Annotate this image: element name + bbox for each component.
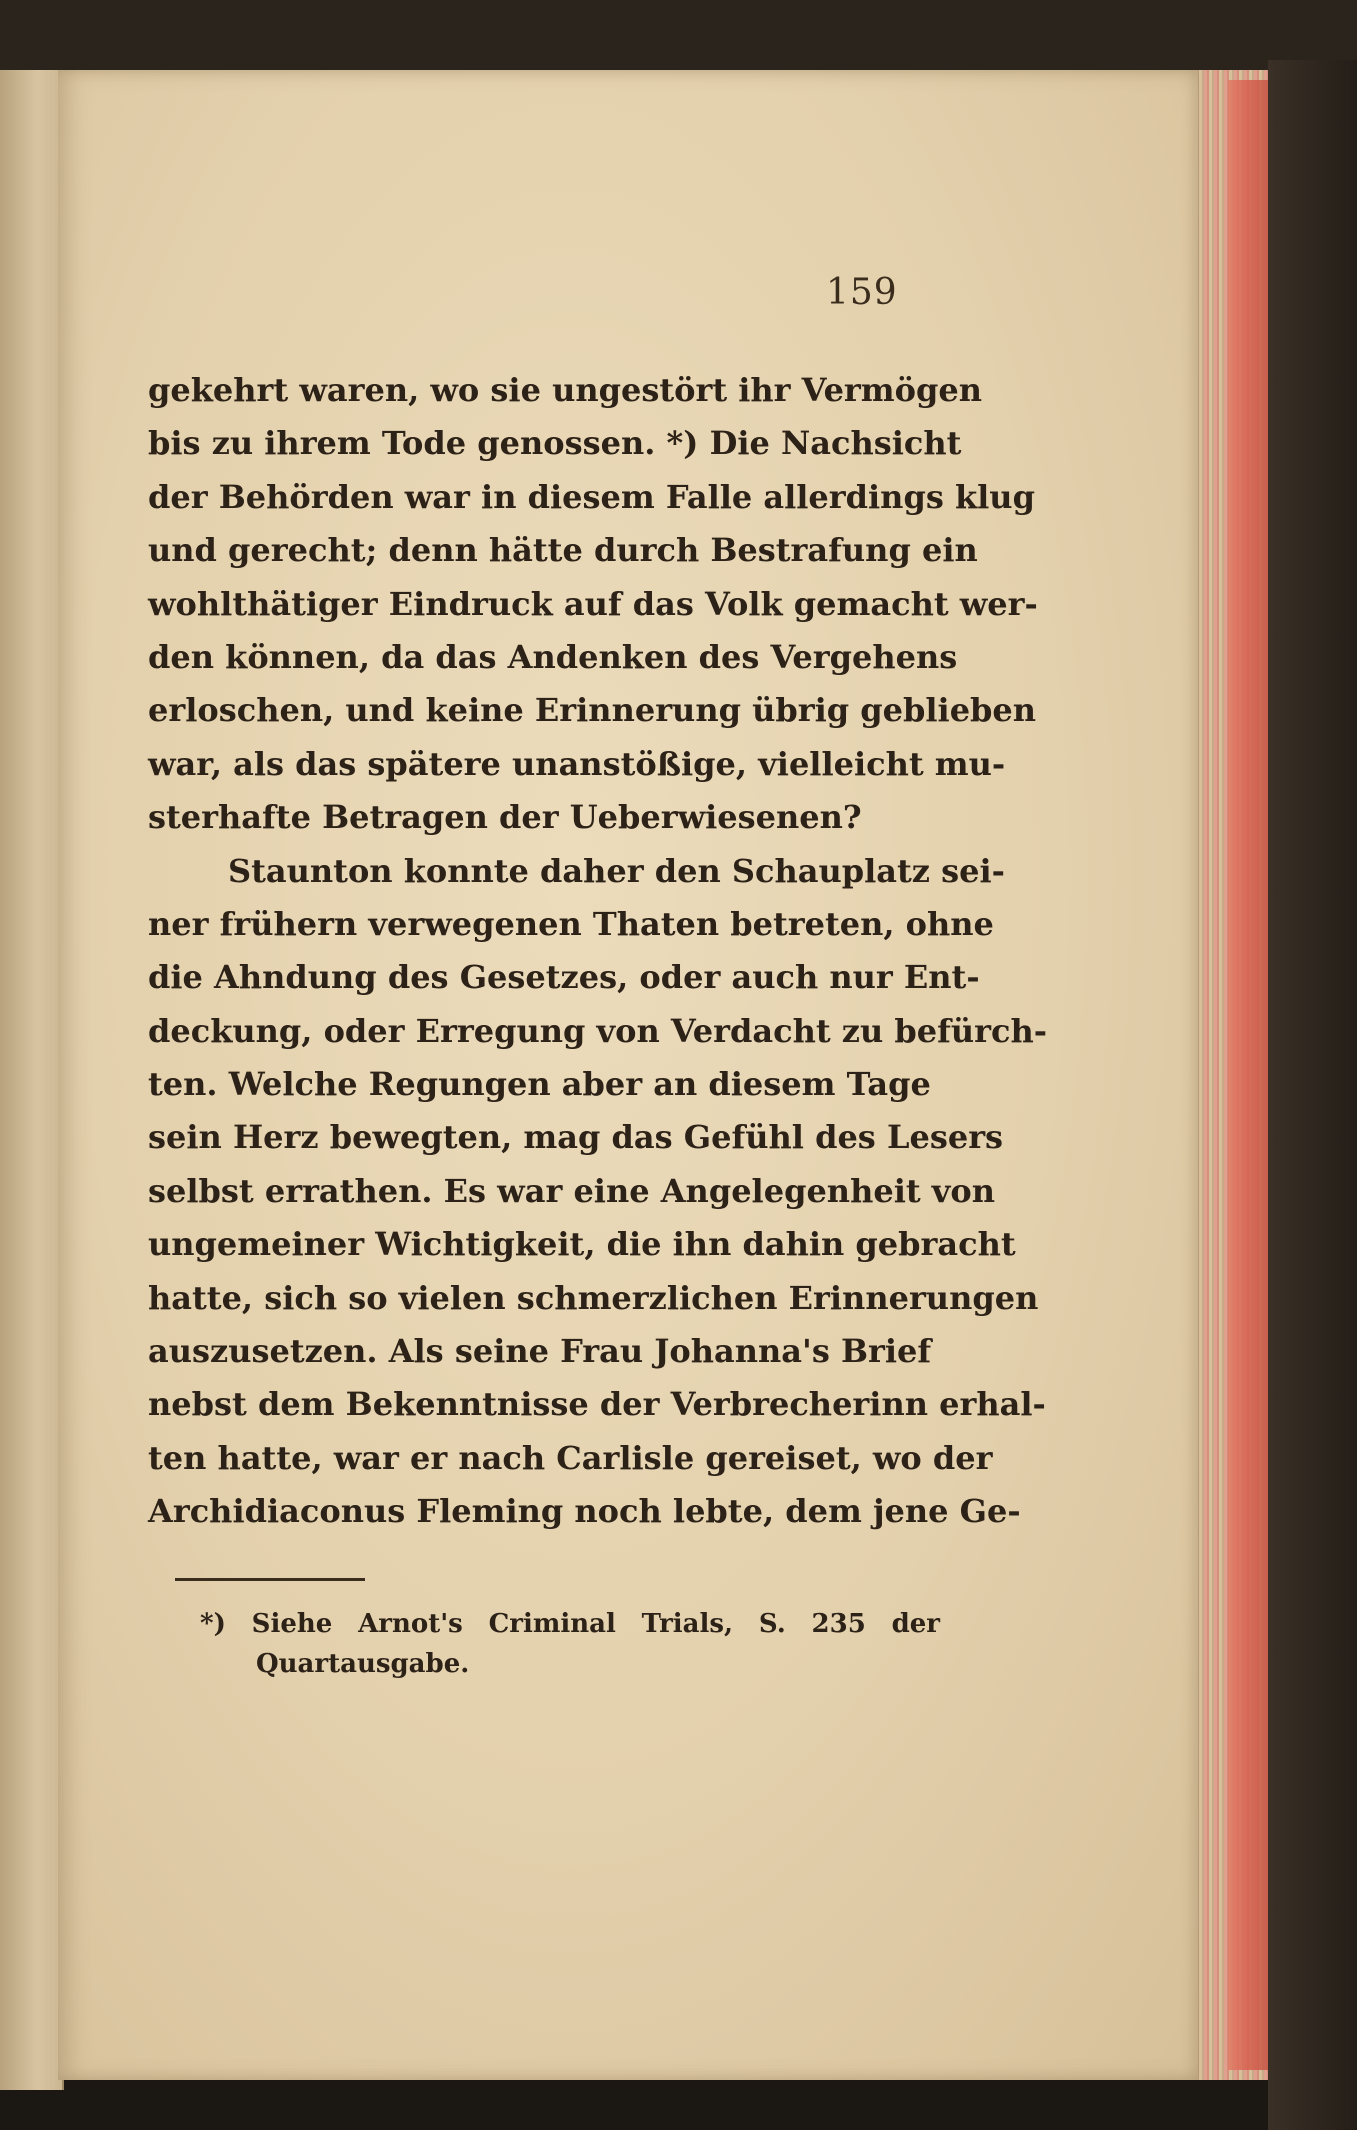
text-line: erloschen, und keine Erinnerung übrig geblieben xyxy=(148,691,1037,730)
footnote-line: *) Siehe Arnot's Criminal Trials, S. 235 der xyxy=(200,1609,940,1639)
text-line: sterhafte Betragen der Ueberwiesenen? xyxy=(148,798,862,837)
text-line: selbst errathen. Es war eine Angelegenheit von xyxy=(148,1171,995,1210)
text-line: und gerecht; denn hätte durch Bestrafung ein xyxy=(148,531,978,570)
text-line: die Ahndung des Gesetzes, oder auch nur Ent- xyxy=(148,958,980,997)
text-line: auszusetzen. Als seine Frau Johanna's Brief xyxy=(148,1332,932,1371)
facing-page-edge xyxy=(0,70,64,2090)
text-line: sein Herz bewegten, mag das Gefühl des Lesers xyxy=(148,1118,1004,1157)
text-line: gekehrt waren, wo sie ungestört ihr Vermögen xyxy=(148,371,982,409)
text-line: ten. Welche Regungen aber an diesem Tage xyxy=(148,1065,931,1104)
text-line: bis zu ihrem Tode genossen. *) Die Nachsicht xyxy=(148,424,962,463)
text-line: ungemeiner Wichtigkeit, die ihn dahin gebracht xyxy=(148,1225,1016,1264)
text-line: deckung, oder Erregung von Verdacht zu befürch- xyxy=(148,1011,1048,1050)
text-line: den können, da das Andenken des Vergehens xyxy=(148,637,958,676)
text-line: wohlthätiger Eindruck auf das Volk gemacht wer- xyxy=(148,584,1038,623)
red-edge-stain xyxy=(1228,80,1268,2070)
body-text xyxy=(148,364,1048,1539)
text-line: war, als das spätere unanstößige, vielleicht mu- xyxy=(148,744,1006,783)
footnote-divider xyxy=(175,1578,365,1581)
text-line: der Behörden war in diesem Falle allerdings klug xyxy=(148,477,1035,516)
footnote-line: Quartausgabe. xyxy=(256,1649,470,1679)
text-line: ten hatte, war er nach Carlisle gereiset, wo der xyxy=(148,1438,993,1477)
text-line: Staunton konnte daher den Schauplatz sei- xyxy=(228,851,1005,890)
book-cover-edge xyxy=(1268,60,1357,2130)
text-line: nebst dem Bekenntnisse der Verbrecherinn erhal- xyxy=(148,1385,1046,1424)
text-line: ner frühern verwegenen Thaten betreten, ohne xyxy=(148,904,994,943)
text-line: Archidiaconus Fleming noch lebte, dem jene Ge- xyxy=(148,1492,1021,1531)
page-number: 159 xyxy=(826,272,898,313)
footnote xyxy=(200,1604,940,1684)
text-line: hatte, sich so vielen schmerzlichen Erinnerungen xyxy=(148,1278,1039,1317)
